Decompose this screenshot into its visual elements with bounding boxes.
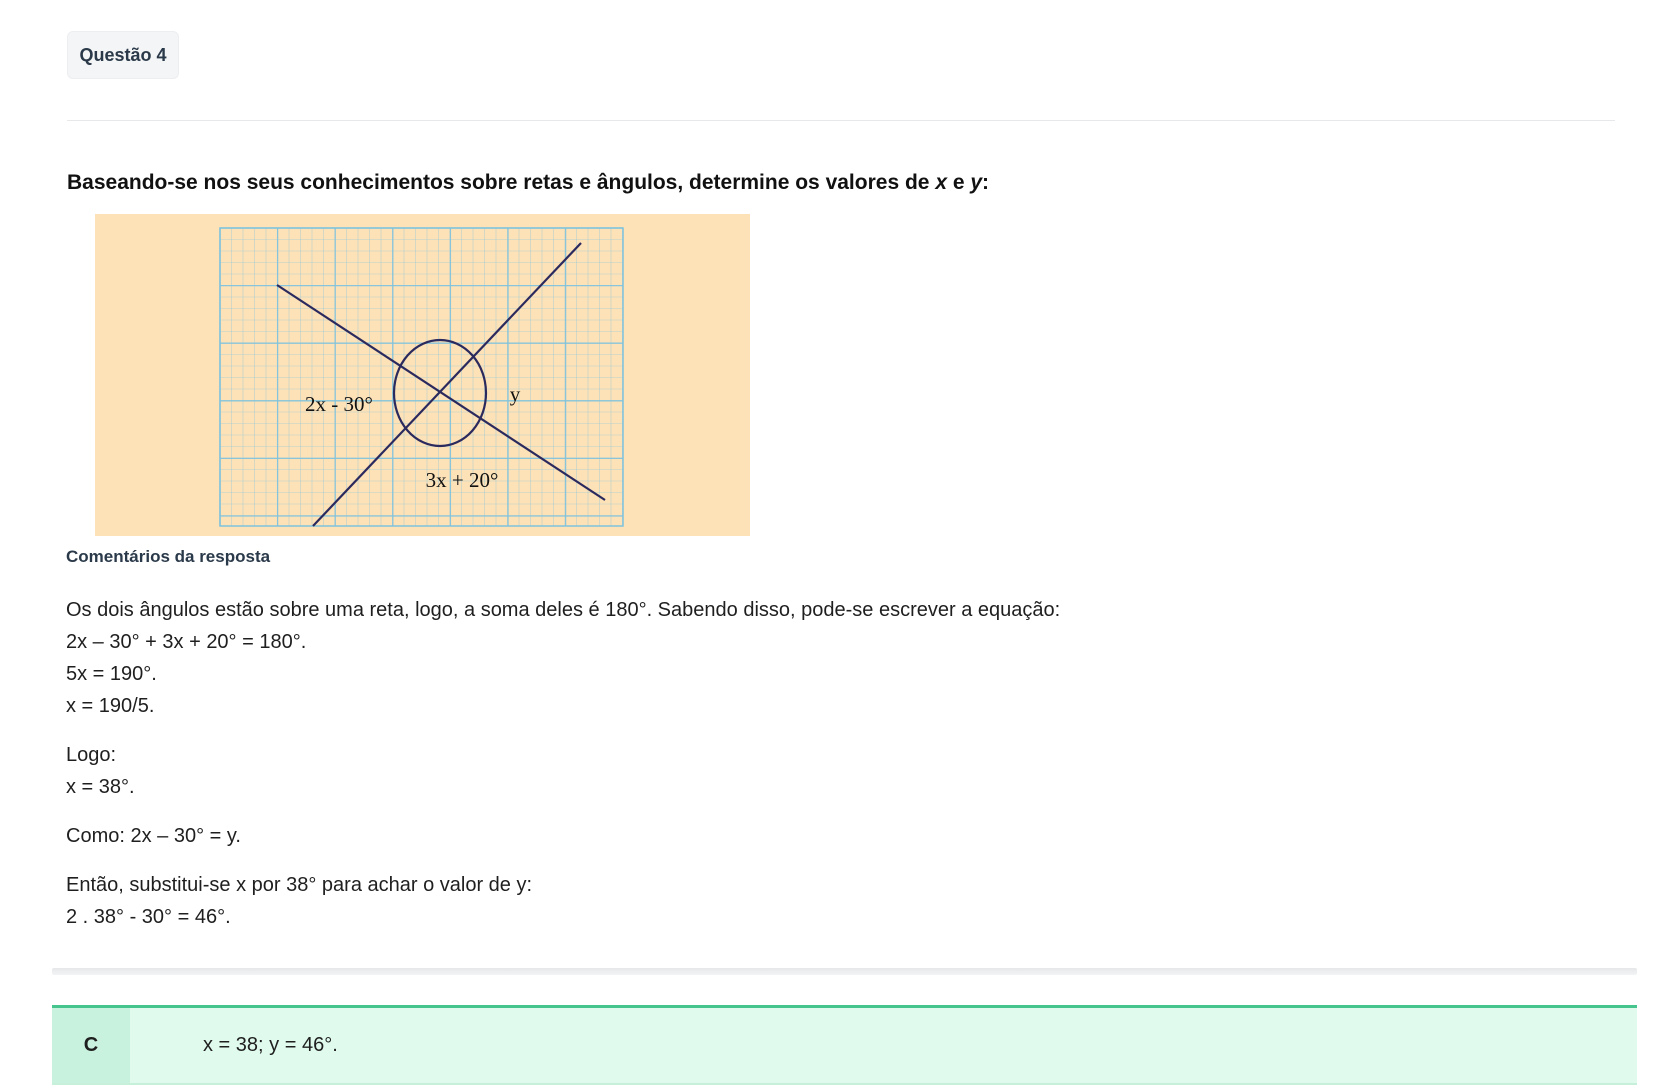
comment-line: x = 38°. <box>66 776 135 798</box>
statement-suffix: : <box>982 171 990 194</box>
statement-mid: e <box>947 171 971 194</box>
question-statement <box>67 171 989 195</box>
angles-diagram <box>95 214 760 536</box>
statement-var-y: y <box>970 171 983 194</box>
comment-line: x = 190/5. <box>66 695 155 717</box>
section-divider <box>52 968 1637 975</box>
top-divider <box>67 120 1615 121</box>
label-left-angle: 2x - 30° <box>305 392 373 416</box>
label-bottom-angle: 3x + 20° <box>425 468 499 492</box>
question-number-badge: Questão 4 <box>67 31 179 79</box>
comment-line: 2x – 30° + 3x + 20° = 180°. <box>66 631 307 653</box>
comment-line: Então, substitui-se x por 38° para achar o valor de y: <box>66 874 533 896</box>
comment-line: 2 . 38° - 30° = 46°. <box>66 906 231 928</box>
answer-text: x = 38; y = 46°. <box>203 1034 338 1056</box>
statement-var-x: x <box>935 171 947 194</box>
comment-line: Logo: <box>66 744 117 766</box>
graph-paper-grid <box>220 228 623 526</box>
statement-prefix: Baseando-se nos seus conhecimentos sobre retas e ângulos, determine os valores de <box>67 171 936 194</box>
answer-comments-title: Comentários da resposta <box>66 547 271 566</box>
correct-answer-option[interactable] <box>52 1005 1637 1085</box>
angles-figure <box>95 214 760 536</box>
answer-comments <box>66 594 1266 933</box>
label-right-angle: y <box>509 382 521 406</box>
answer-letter: C <box>52 1008 130 1083</box>
comment-line: Os dois ângulos estão sobre uma reta, logo, a soma deles é 180°. Sabendo disso, pode-se escrever a equação: <box>66 599 1061 621</box>
comment-line: Como: 2x – 30° = y. <box>66 825 241 847</box>
comment-line: 5x = 190°. <box>66 663 157 685</box>
